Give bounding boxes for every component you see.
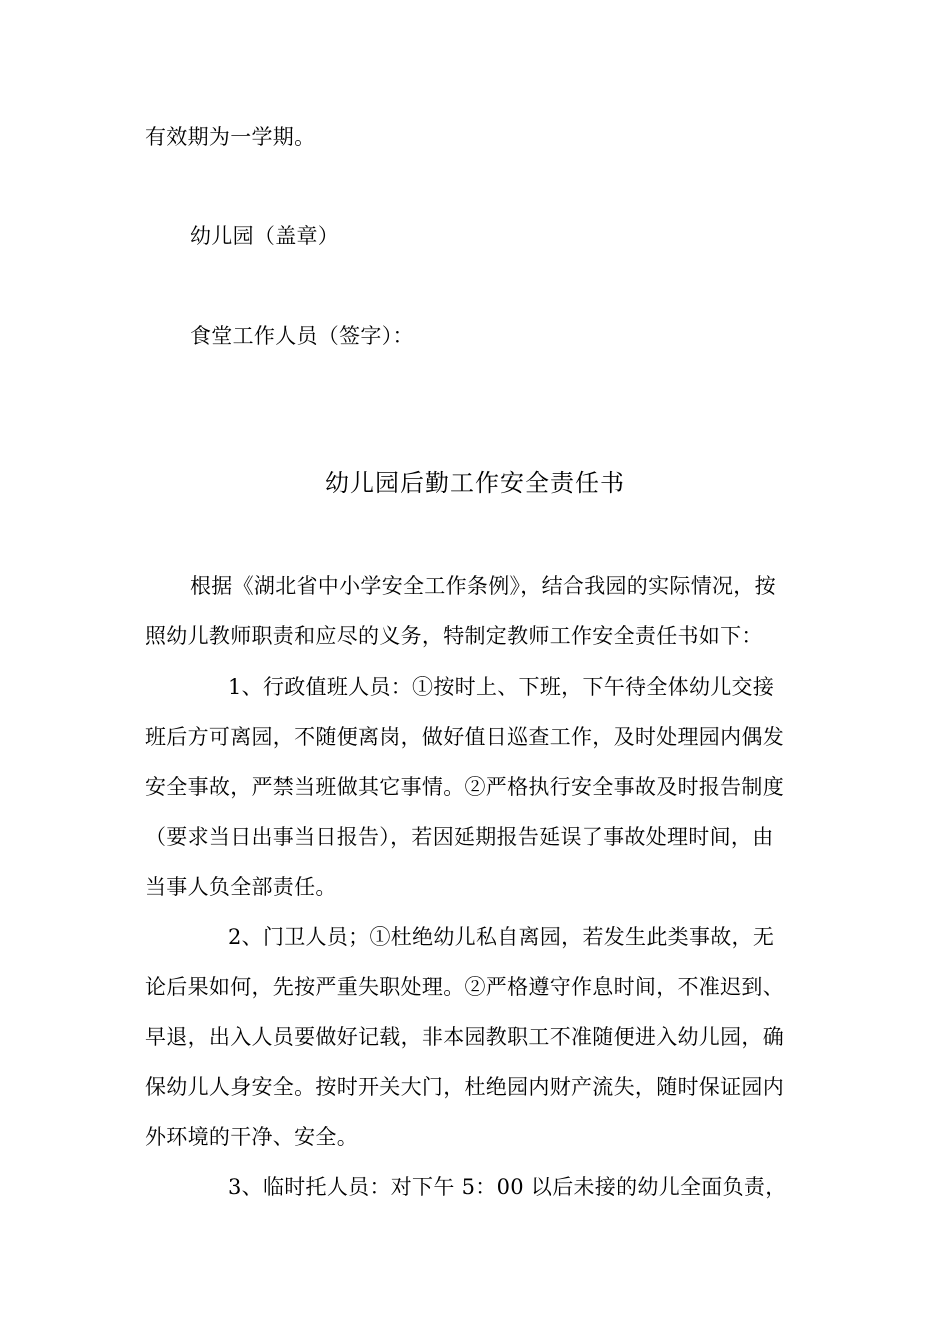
item2-line-5: 外环境的干净、安全。 — [145, 1125, 358, 1149]
canteen-signature-label: 食堂工作人员（签字）： — [190, 324, 414, 348]
item2-line-1: 2、门卫人员；①杜绝幼儿私自离园，若发生此类事故，无 — [228, 925, 775, 949]
item3-line-1: 3、临时托人员：对下午 5：00 以后未接的幼儿全面负责， — [228, 1175, 787, 1199]
item1-line-5: 当事人负全部责任。 — [145, 875, 337, 899]
kindergarten-seal-label: 幼儿园（盖章） — [190, 224, 340, 248]
item1-line-1: 1、行政值班人员：①按时上、下班，下午待全体幼儿交接 — [228, 675, 775, 699]
item2-line-3: 早退，出入人员要做好记载，非本园教职工不准随便进入幼儿园，确 — [145, 1025, 784, 1049]
intro-line-2: 照幼儿教师职责和应尽的义务，特制定教师工作安全责任书如下： — [145, 624, 763, 648]
intro-line-1: 根据《湖北省中小学安全工作条例》，结合我园的实际情况，按 — [190, 574, 776, 598]
item2-line-4: 保幼儿人身安全。按时开关大门，杜绝园内财产流失，随时保证园内 — [145, 1075, 784, 1099]
item2-line-2: 论后果如何，先按严重失职处理。②严格遵守作息时间，不准迟到、 — [145, 975, 784, 999]
item1-line-3: 安全事故，严禁当班做其它事情。②严格执行安全事故及时报告制度 — [145, 775, 784, 799]
document-title: 幼儿园后勤工作安全责任书 — [325, 469, 625, 497]
item1-line-4: （要求当日出事当日报告），若因延期报告延误了事故处理时间，由 — [145, 825, 774, 849]
item1-line-2: 班后方可离园，不随便离岗，做好值日巡查工作，及时处理园内偶发 — [145, 725, 784, 749]
validity-text: 有效期为一学期。 — [145, 125, 316, 149]
